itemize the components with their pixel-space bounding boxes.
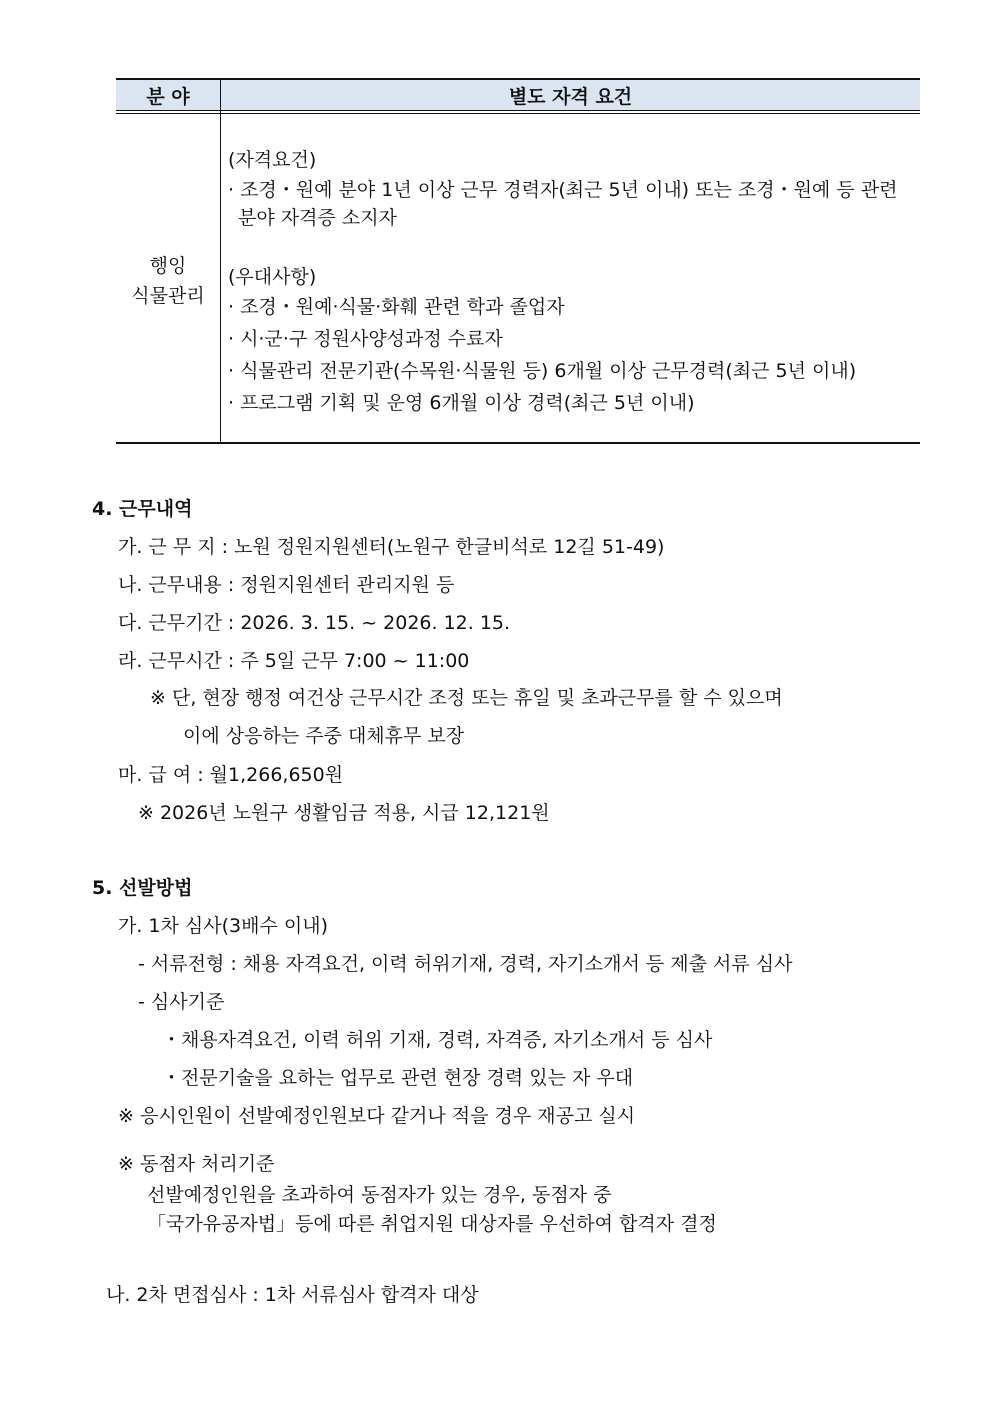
- header-requirements: 별도 자격 요건: [508, 86, 633, 108]
- section5-tie-rule-title: ※ 동점자 처리기준: [118, 1153, 275, 1175]
- preference-item: · 조경・원예·식물·화훼 관련 학과 졸업자: [228, 296, 565, 318]
- section5-document-screening: - 서류전형 : 채용 자격요건, 이력 허위기재, 경력, 자기소개서 등 제출 서류 심사: [138, 953, 793, 975]
- section4-item-salary: 마. 급 여 : 월1,266,650원: [118, 764, 344, 786]
- section4-title: 4. 근무내역: [92, 498, 193, 520]
- section4-salary-note: ※ 2026년 노원구 생활임금 적용, 시급 12,121원: [138, 802, 550, 824]
- section5-interview: 나. 2차 면접심사 : 1차 서류심사 합격자 대상: [106, 1284, 479, 1306]
- section5-criteria-title: - 심사기준: [138, 991, 225, 1013]
- section5-tie-rule-line: 「국가유공자법」등에 따른 취업지원 대상자를 우선하여 합격자 결정: [147, 1213, 717, 1235]
- qualification-item: · 조경・원예 분야 1년 이상 근무 경력자(최근 5년 이내) 또는 조경・원예 등 관련: [228, 179, 898, 201]
- field-name-line2: 식물관리: [131, 285, 205, 307]
- section4-item-duties: 나. 근무내용 : 정원지원센터 관리지원 등: [118, 574, 455, 596]
- section5-readvertise-note: ※ 응시인원이 선발예정인원보다 같거나 적을 경우 재공고 실시: [118, 1105, 636, 1127]
- section4-hours-note-cont: 이에 상응하는 주중 대체휴무 보장: [183, 725, 465, 747]
- preference-item: · 프로그램 기획 및 운영 6개월 이상 경력(최근 5년 이내): [228, 392, 695, 414]
- preference-title: (우대사항): [228, 266, 317, 288]
- table-column-divider: [220, 78, 221, 444]
- section5-title: 5. 선발방법: [92, 877, 193, 899]
- header-field: 분 야: [146, 86, 190, 108]
- qualification-item-cont: 분야 자격증 소지자: [238, 207, 397, 229]
- preference-item: · 시·군·구 정원사양성과정 수료자: [228, 328, 503, 350]
- section5-tie-rule-line: 선발예정인원을 초과하여 동점자가 있는 경우, 동점자 중: [147, 1184, 612, 1206]
- preference-item: · 식물관리 전문기관(수목원·식물원 등) 6개월 이상 근무경력(최근 5년 이내): [228, 360, 857, 382]
- section4-hours-note: ※ 단, 현장 행정 여건상 근무시간 조정 또는 휴일 및 초과근무를 할 수 있으며: [150, 687, 783, 709]
- section5-criteria-item: ・채용자격요건, 이력 허위 기재, 경력, 자격증, 자기소개서 등 심사: [162, 1029, 713, 1051]
- qualification-table: [116, 78, 920, 444]
- field-name-line1: 행잉: [149, 255, 187, 277]
- section4-item-hours: 라. 근무시간 : 주 5일 근무 7:00 ~ 11:00: [118, 650, 470, 672]
- table-header-double-line: [116, 111, 920, 114]
- table-bottom-border: [116, 442, 920, 444]
- section4-item-period: 다. 근무기간 : 2026. 3. 15. ~ 2026. 12. 15.: [118, 612, 511, 634]
- section5-criteria-item: ・전문기술을 요하는 업무로 관련 현장 경력 있는 자 우대: [162, 1067, 634, 1089]
- section4-item-location: 가. 근 무 지 : 노원 정원지원센터(노원구 한글비석로 12길 51-49): [118, 536, 665, 558]
- section5-first-review: 가. 1차 심사(3배수 이내): [118, 915, 328, 937]
- qualification-title: (자격요건): [228, 149, 317, 171]
